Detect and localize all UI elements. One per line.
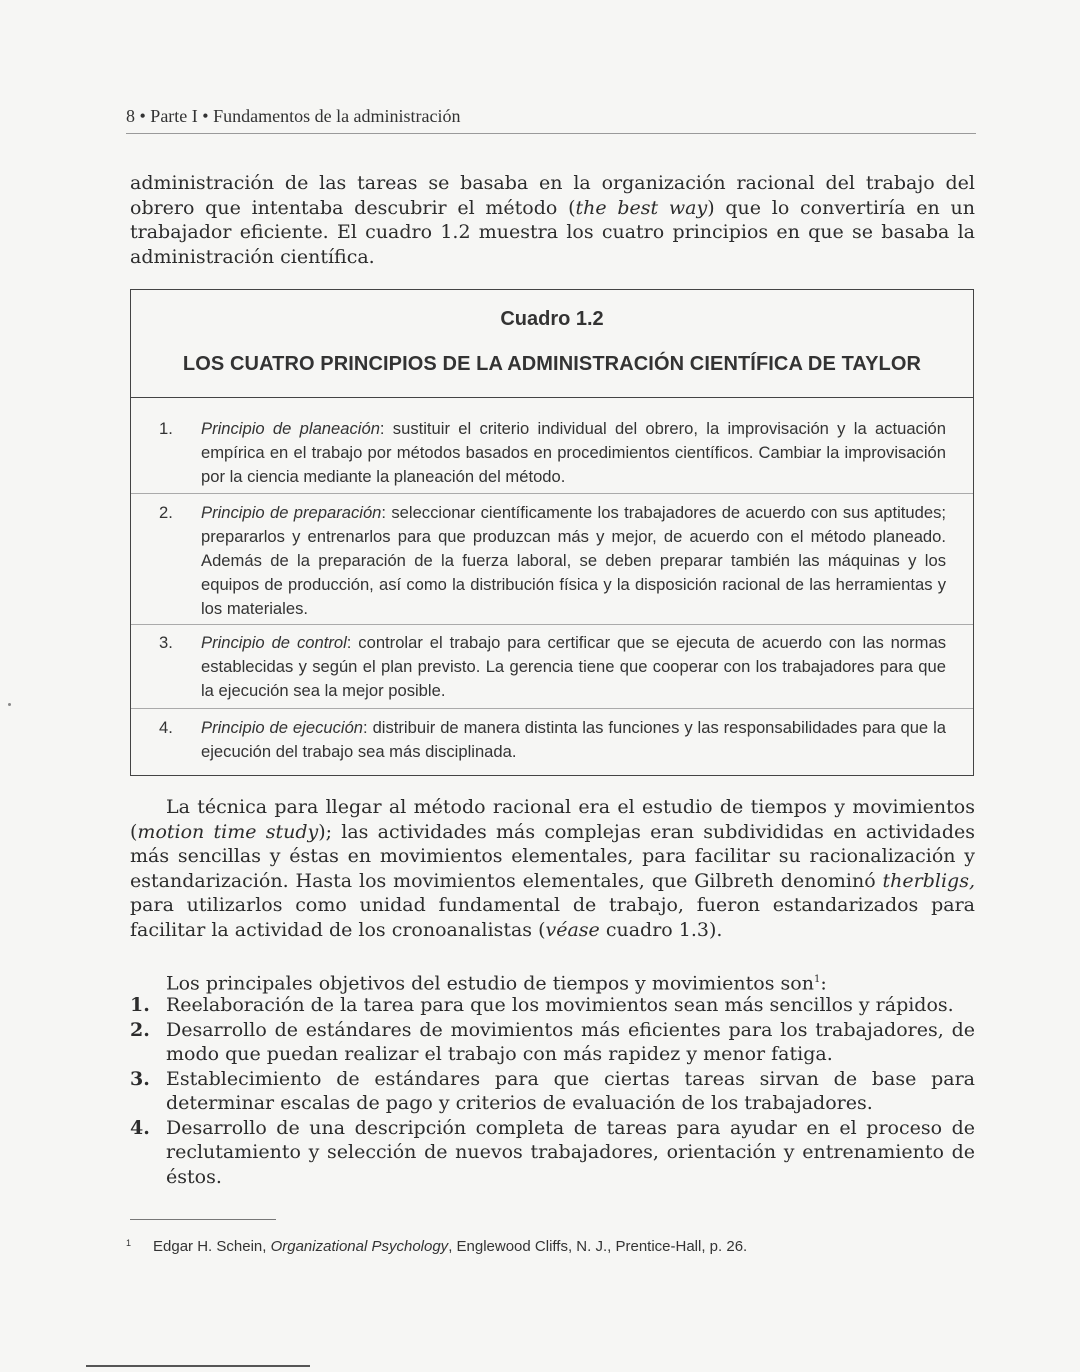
list-item [130,1018,975,1067]
para2-t1: La técnica para llegar al método racional era el estudio de tiempos y movimientos ( [130,796,975,843]
para2-t3: para utilizarlos como unidad fundamental de trabajo, fueron estandarizados para facilitar la actividad de los cronoanalistas ( [130,894,975,941]
list-number: 4. [130,1116,150,1139]
running-head: 8 • Parte I • Fundamentos de la administración [126,106,976,134]
row-divider [131,493,973,494]
list-number: 3. [130,1067,150,1090]
objectives-list [130,993,975,1189]
list-item [130,1116,975,1190]
para2-t4: cuadro 1.3). [599,918,723,941]
list-text: Reelaboración de la tarea para que los movimientos sean más sencillos y rápidos. [166,994,954,1016]
principle-name: Principio de planeación [201,419,380,438]
footnote-book: Organizational Psychology [270,1238,449,1255]
table-number: Cuadro 1.2 [500,308,604,330]
principle-text [201,501,946,621]
para2-e3: véase [545,918,600,941]
principle-name: Principio de preparación [201,503,382,522]
principle-desc: : sustituir el criterio individual del obrero, la improvisación y la actuación empírica en el trabajo por métodos basados en procedimientos científicos. Cambiar la improvisación por la ciencia mediante la planeación del método. [201,419,946,486]
cuadro-table [130,289,974,776]
row-divider [131,708,973,709]
intro-text-b: ) que lo convertiría en un trabajador eficiente. El cuadro 1.2 muestra los cuatro principios en que se basaba la administración científica. [130,196,975,268]
footnote-mark: 1 [126,1238,132,1248]
intro-text-a: administración de las tareas se basaba en la organización racional del trabajo del obrero que intentaba descubrir el método ( [130,172,975,219]
list-text: Establecimiento de estándares para que ciertas tareas sirvan de base para determinar escalas de pago y criterios de evaluación de los trabajadores. [166,1067,975,1114]
objectives-intro-end: : [820,972,827,995]
objectives-intro [166,968,976,996]
intro-text-em: the best way [575,196,708,219]
list-text: Desarrollo de estándares de movimientos más eficientes para los trabajadores, de modo que puedan realizar el trabajo con más rapidez y menor fatiga. [166,1018,975,1065]
list-number: 2. [130,1018,150,1041]
page-bottom-rule [86,1365,310,1367]
technique-paragraph [130,795,975,942]
list-text: Desarrollo de una descripción completa de tareas para ayudar en el proceso de reclutamiento y selección de nuevos trabajadores, orientación y entrenamiento de éstos. [166,1116,975,1188]
table-header [131,290,973,398]
principle-desc: : seleccionar científicamente los trabajadores de acuerdo con sus aptitudes; prepararlos y entrenarlos para que produzcan más y mejor, de acuerdo con el método planeado. Además de la preparación de la fuerza laboral, se deben preparar también las máquinas y los equipos de producción, así como la distribución física y la disposición racional de las herramientas y los materiales. [201,503,946,618]
intro-paragraph [130,171,975,269]
principle-number: 1. [159,419,173,438]
row-divider [131,624,973,625]
principle-text [201,417,946,489]
principle-text [201,631,946,703]
list-number: 1. [130,994,150,1016]
principle-number: 4. [159,718,173,737]
principle-text [201,716,946,764]
table-title: LOS CUATRO PRINCIPIOS DE LA ADMINISTRACIÓN CIENTÍFICA DE TAYLOR [182,353,922,375]
principle-number: 2. [159,503,173,522]
principle-name: Principio de ejecución [201,718,364,737]
principle-number: 3. [159,633,173,652]
principle-desc: : controlar el trabajo para certificar que se ejecuta de acuerdo con las normas establecidas y según el plan previsto. La gerencia tiene que cooperar con los trabajadores para que la ejecución sea la mejor posible. [201,633,947,700]
list-item [130,993,975,1018]
footnote-author: Edgar H. Schein, [153,1238,271,1255]
principle-name: Principio de control [201,633,347,652]
footnote-ref: 1 [813,974,821,985]
scan-speck [8,703,11,706]
footnote-rule [130,1219,276,1220]
footnote [126,1238,976,1255]
footnote-rest: , Englewood Cliffs, N. J., Prentice-Hall, p. 26. [448,1238,748,1255]
para2-t2: ); las actividades más complejas eran subdivididas en actividades más sencillas y éstas en movimientos elementales, para facilitar su racionalización y estandarización. Hasta los movimientos elementales, que Gilbreth denominó [130,820,975,892]
principle-desc: : distribuir de manera distinta las funciones y las responsabilidades para que la ejecución del trabajo sea más disciplinada. [201,718,946,761]
objectives-intro-text: Los principales objetivos del estudio de tiempos y movimientos son [166,972,814,995]
para2-e1: motion time study [137,820,319,843]
para2-e2: therbligs, [882,869,975,892]
list-item [130,1067,975,1116]
